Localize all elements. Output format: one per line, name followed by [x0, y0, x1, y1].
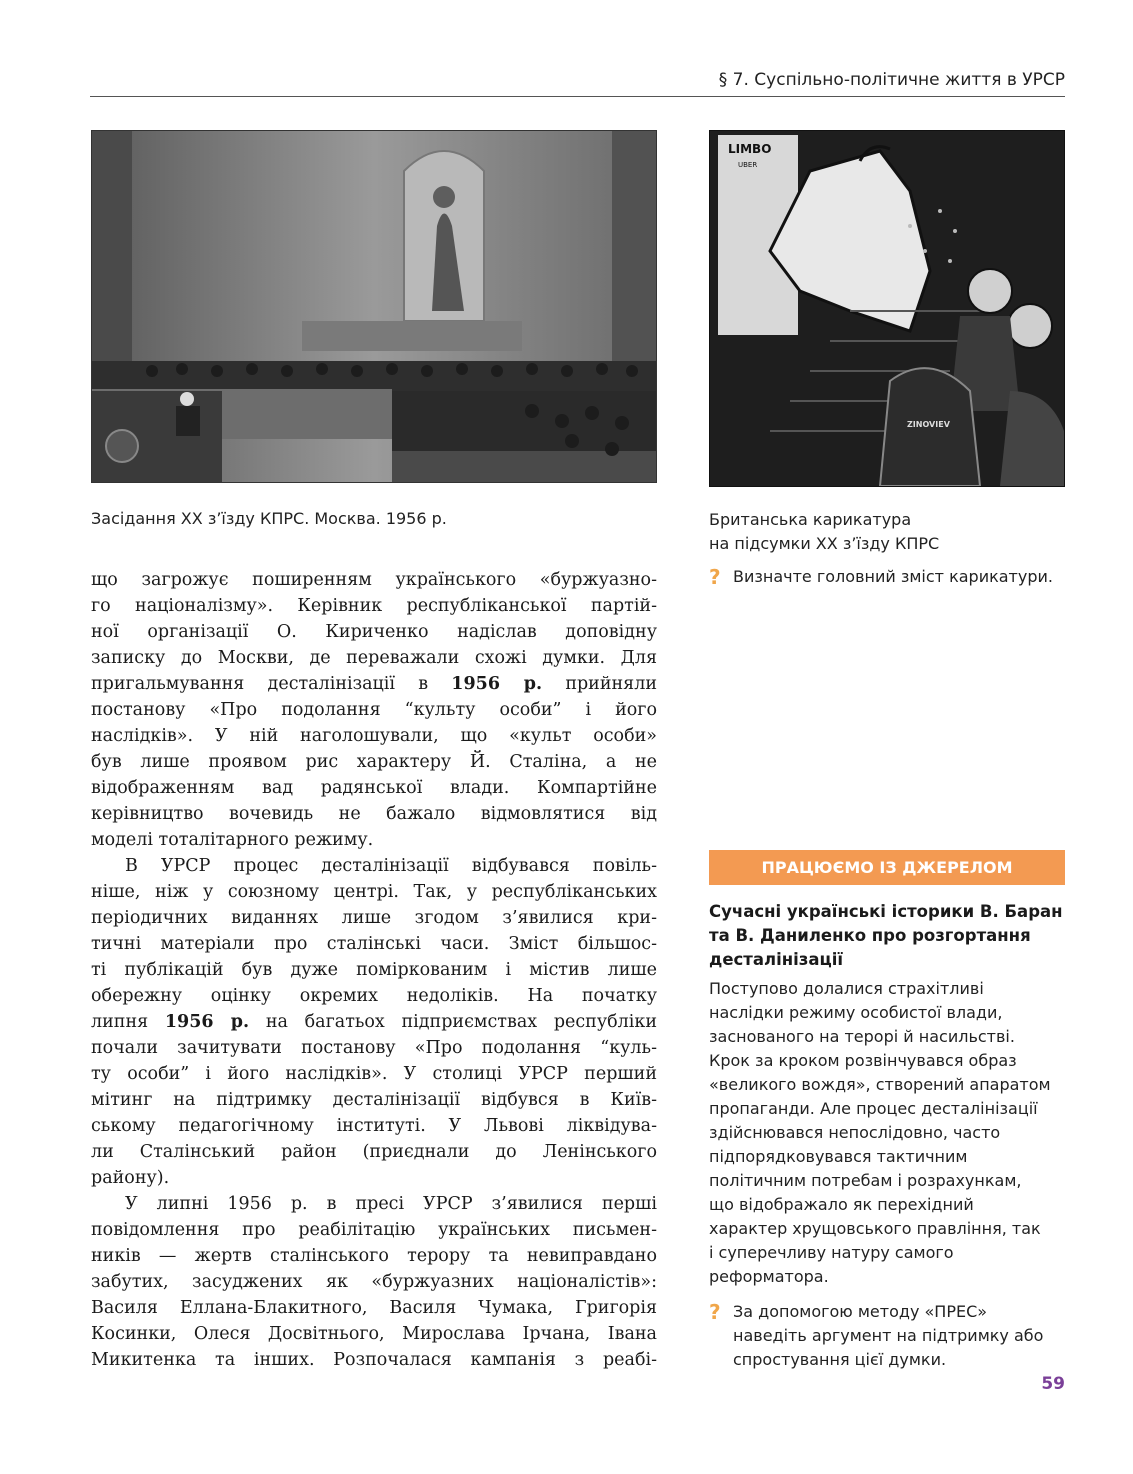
- text-line: почали зачитувати постанову «Про подолання “куль-: [91, 1038, 657, 1058]
- source-line: і суперечливу натуру самого: [709, 1243, 954, 1262]
- text-line: постанову «Про подолання “культу особи” і його: [91, 700, 657, 720]
- cartoon-question: [709, 565, 1069, 589]
- text-line: записку до Москви, де переважали схожі думки. Для: [91, 648, 657, 668]
- cartoon-caption-line: Британська карикатура: [709, 510, 912, 529]
- text-line: Василя Еллана-Блакитного, Василя Чумака, Григорія: [91, 1298, 657, 1318]
- text-line: ту особи” і його наслідків». У столиці УРСР перший: [91, 1064, 657, 1084]
- text-line: ніше, ніж у союзному центрі. Так, у республіканських: [91, 882, 657, 902]
- text-line: відображенням вад радянської влади. Компартійне: [91, 778, 657, 798]
- text-line: обережну оцінку окремих недоліків. На початку: [91, 986, 657, 1006]
- text-line: тичні матеріали про сталінські часи. Зміст більшос-: [91, 934, 657, 954]
- text-line: моделі тоталітарного режиму.: [91, 830, 374, 850]
- text-line: Косинки, Олеся Досвітнього, Мирослава Ірчана, Івана: [91, 1324, 657, 1344]
- source-question: [709, 1300, 1065, 1372]
- source-line: Крок за кроком розвінчувався образ: [709, 1051, 1017, 1070]
- text-segment: прийняли: [542, 674, 657, 694]
- question-line: За допомогою методу «ПРЕС»: [733, 1302, 988, 1321]
- question-text: [709, 1300, 1065, 1372]
- congress-photo: [91, 130, 657, 483]
- text-line: ли Сталінський район (приєднали до Ленінського: [91, 1142, 657, 1162]
- source-title-line: та В. Даниленко про розгортання: [709, 926, 1031, 945]
- source-line: реформатора.: [709, 1267, 829, 1286]
- source-line: здійснювався непослідовно, часто: [709, 1123, 1001, 1142]
- text-line: наслідків». У ній наголошували, що «культ особи»: [91, 726, 657, 746]
- text-line: ському педагогічному інституті. У Львові ліквідува-: [91, 1116, 657, 1136]
- cartoon-label-uber: UBER: [738, 161, 758, 169]
- source-line: пропаганди. Але процес десталінізації: [709, 1099, 1038, 1118]
- source-title-line: Сучасні українські історики В. Баран: [709, 902, 1063, 921]
- source-line: що відображало як перехідний: [709, 1195, 974, 1214]
- source-line: «великого вождя», створений апаратом: [709, 1075, 1051, 1094]
- question-line: спростування цієї думки.: [733, 1350, 947, 1369]
- text-segment: липня: [91, 1012, 165, 1032]
- question-mark-icon: ?: [709, 565, 721, 589]
- text-line: мітинг на підтримку десталінізації відбувся в Київ-: [91, 1090, 657, 1110]
- question-mark-icon: ?: [709, 1300, 721, 1324]
- source-line: підпорядковувався тактичним: [709, 1147, 968, 1166]
- source-line: заснованого на терорі й насильстві.: [709, 1027, 1015, 1046]
- text-line: ної організації О. Кириченко надіслав доповідну: [91, 622, 657, 642]
- question-line: Визначте головний зміст карикатури.: [733, 567, 1053, 586]
- source-line: характер хрущовського правління, так: [709, 1219, 1041, 1238]
- source-line: Поступово долалися страхітливі: [709, 979, 984, 998]
- text-line: В УРСР процес десталінізації відбувався повіль-: [125, 856, 657, 876]
- text-line: Микитенка та інших. Розпочалася кампанія з реабі-: [91, 1350, 657, 1370]
- text-line: го націоналізму». Керівник республіканської партій-: [91, 596, 657, 616]
- question-text: [709, 565, 1069, 589]
- cartoon-caption: [709, 508, 939, 556]
- text-line: ті публікацій був дуже поміркованим і містив лише: [91, 960, 657, 980]
- text-line: забутих, засуджених як «буржуазних націоналістів»:: [91, 1272, 657, 1292]
- question-line: наведіть аргумент на підтримку або: [733, 1326, 1044, 1345]
- text-line: був лише проявом рис характеру Й. Сталіна, а не: [91, 752, 657, 772]
- cartoon-label-limbo: LIMBO: [728, 142, 772, 156]
- cartoon-caption-line: на підсумки ХХ з’їзду КПРС: [709, 534, 940, 553]
- source-section-banner: ПРАЦЮЄМО ІЗ ДЖЕРЕЛОМ: [709, 850, 1065, 885]
- text-segment: на багатьох підприємствах республіки: [249, 1012, 657, 1032]
- text-line: [91, 671, 657, 697]
- bold-date: 1956 р.: [164, 1012, 250, 1032]
- text-line: керівництво вочевидь не бажало відмовлятися від: [91, 804, 657, 824]
- british-cartoon: [709, 130, 1065, 487]
- text-segment: пригальмування десталінізації в: [91, 674, 452, 694]
- text-line: повідомлення про реабілітацію українських письмен-: [91, 1220, 657, 1240]
- source-quote: [709, 977, 1065, 1289]
- text-line: [91, 1009, 657, 1035]
- text-line: періодичних виданнях лише згодом з’явилися кри-: [91, 908, 657, 928]
- text-line: району).: [91, 1168, 170, 1188]
- text-line: ників — жертв сталінського терору та невиправдано: [91, 1246, 657, 1266]
- header-divider: [90, 96, 1065, 97]
- bold-date: 1956 р.: [451, 674, 543, 694]
- source-title-line: десталінізації: [709, 950, 844, 969]
- text-line: що загрожує поширенням українського «буржуазно-: [91, 570, 657, 590]
- running-header: § 7. Суспільно-політичне життя в УРСР: [718, 70, 1065, 90]
- source-line: наслідки режиму особистої влади,: [709, 1003, 1003, 1022]
- page-number: 59: [1041, 1374, 1065, 1394]
- source-title: [709, 900, 1065, 972]
- source-line: політичним потребам і розрахункам,: [709, 1171, 1022, 1190]
- cartoon-label-zinoviev: ZINOVIEV: [907, 420, 950, 429]
- text-line: У липні 1956 р. в пресі УРСР з’явилися перші: [125, 1194, 657, 1214]
- main-body-text: [91, 567, 657, 1373]
- photo-caption: Засідання ХХ з’їзду КПРС. Москва. 1956 р.: [91, 509, 447, 528]
